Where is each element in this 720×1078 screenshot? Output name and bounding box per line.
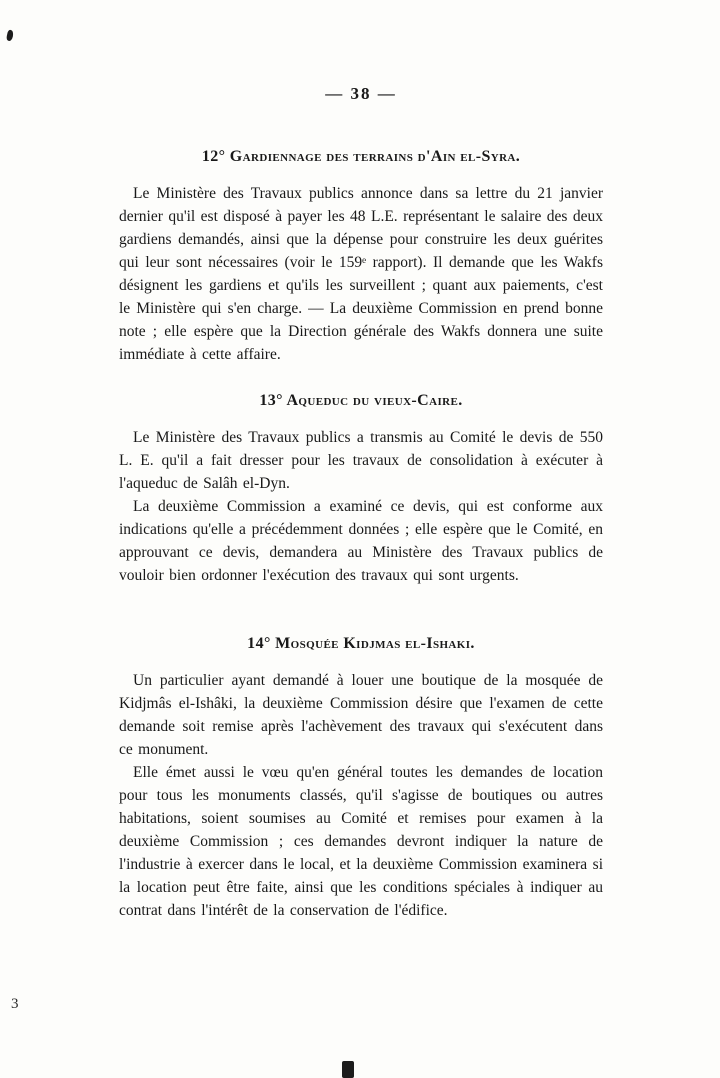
paragraph: Le Ministère des Travaux publics a transmis au Comité le devis de 550 L. E. qu'il a fait dresser pour les travaux de consolidation à exécuter à l'aqueduc de Salâh el-Dyn. bbox=[119, 429, 603, 492]
scan-artifact-margin-digit: 3 bbox=[11, 996, 19, 1012]
section-heading: 14° Mosquée Kidjmas el-Ishaki. bbox=[247, 635, 475, 652]
paragraph: Le Ministère des Travaux publics annonce dans sa lettre du 21 janvier dernier qu'il est disposé à payer les 48 L.E. représentant le salaire des deux gardiens demandés, ainsi que la dépense pour construire les deux guérites qui leur sont nécessaires (voir le 159ᵉ rapport). Il demande que les Wakfs désignent les gardiens et qu'ils les surveillent ; quant aux paiements, c'est le Ministère qui s'en charge. — La deuxième Commission en prend bonne note ; elle espère que la Direction générale des Wakfs donnera une suite immédiate à cette affaire. bbox=[119, 185, 603, 363]
paragraph: Elle émet aussi le vœu qu'en général toutes les demandes de location pour tous les monuments classés, qu'il s'agisse de boutiques ou autres habitations, soient soumises au Comité et remises pour examen à la deuxième Commission ; ces demandes devront indiquer la nature de l'industrie à exercer dans le local, et la deuxième Commission examinera si la location peut être faite, ainsi que les conditions spéciales à indiquer au contrat dans l'intérêt de la conservation de l'édifice. bbox=[119, 764, 603, 919]
paragraph: La deuxième Commission a examiné ce devis, qui est conforme aux indications qu'elle a précédemment données ; elle espère que le Comité, en approuvant ce devis, demandera au Ministère des Travaux publics de vouloir bien ordonner l'exécution des travaux qui sont urgents. bbox=[119, 498, 603, 584]
scan-artifact bbox=[6, 29, 14, 41]
section-mosquee bbox=[119, 635, 603, 922]
section-heading: 12° Gardiennage des terrains d'Ain el-Syra. bbox=[201, 148, 521, 165]
section-aqueduc bbox=[119, 392, 603, 587]
page-number: — 38 — bbox=[325, 84, 397, 103]
section-gardiennage bbox=[119, 148, 603, 366]
section-heading: 13° Aqueduc du vieux-Caire. bbox=[259, 392, 463, 409]
page-content bbox=[119, 84, 603, 922]
paragraph: Un particulier ayant demandé à louer une boutique de la mosquée de Kidjmâs el-Ishâki, la deuxième Commission désire que l'examen de cette demande soit remise après l'achèvement des travaux qui s'exécutent dans ce monument. bbox=[119, 672, 603, 758]
scan-artifact bbox=[342, 1061, 354, 1078]
